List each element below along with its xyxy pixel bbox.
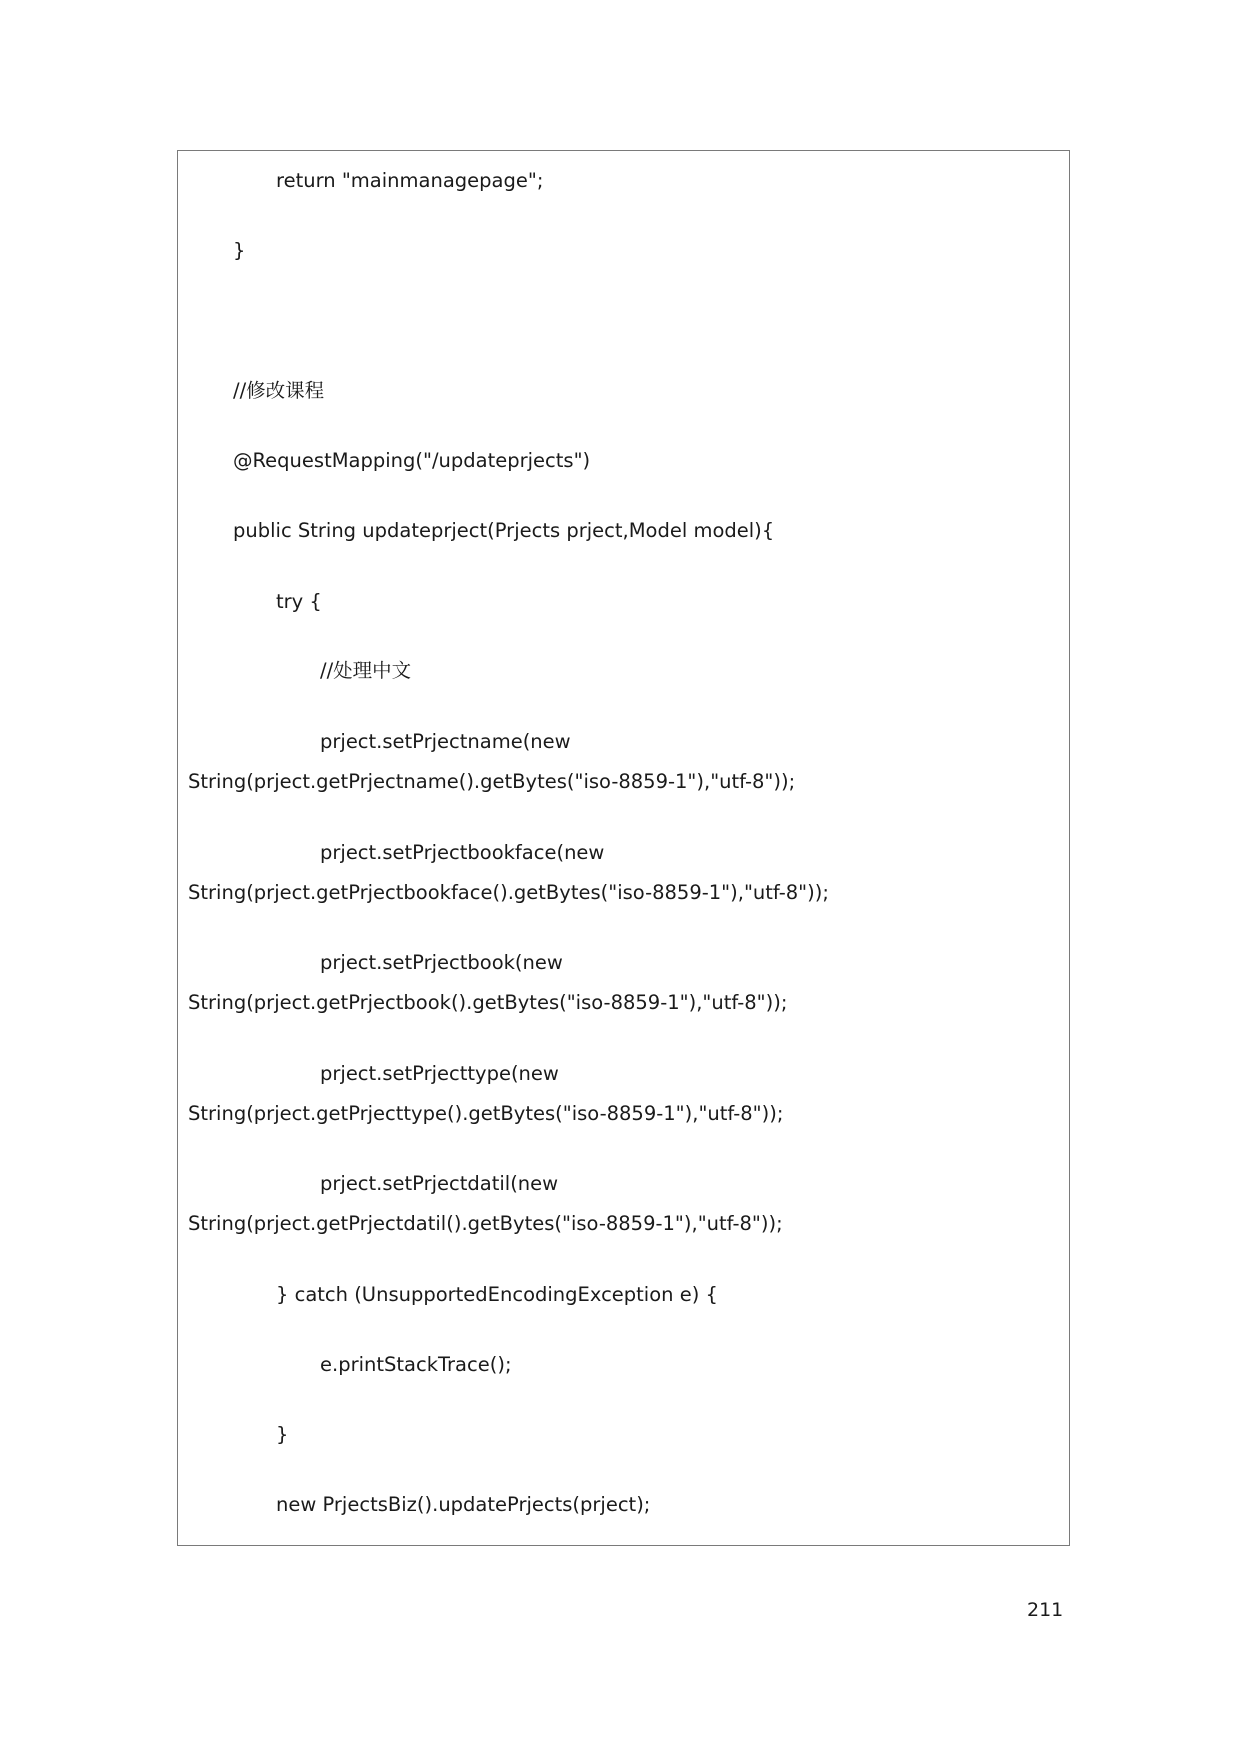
code-line: String(prject.getPrjectname().getBytes("iso-8859-1"),"utf-8"));: [188, 770, 796, 793]
code-line: new PrjectsBiz().updatePrjects(prject);: [276, 1493, 651, 1516]
code-line: } catch (UnsupportedEncodingException e) {: [276, 1283, 718, 1306]
code-line: return "mainmanagepage";: [276, 169, 544, 192]
code-line: }: [276, 1423, 289, 1446]
code-line: prject.setPrjecttype(new: [320, 1062, 559, 1085]
code-comment: //处理中文: [320, 659, 412, 682]
code-line: String(prject.getPrjectdatil().getBytes("iso-8859-1"),"utf-8"));: [188, 1212, 783, 1235]
code-line: @RequestMapping("/updateprjects"): [233, 449, 591, 472]
code-line: String(prject.getPrjectbook().getBytes("iso-8859-1"),"utf-8"));: [188, 991, 788, 1014]
code-listing-box: [177, 150, 1070, 1546]
code-comment: //修改课程: [233, 379, 325, 402]
code-line: }: [233, 239, 246, 262]
code-line: prject.setPrjectbook(new: [320, 951, 563, 974]
code-line: e.printStackTrace();: [320, 1353, 512, 1376]
code-line: try {: [276, 590, 322, 613]
code-line: prject.setPrjectname(new: [320, 730, 571, 753]
code-line: String(prject.getPrjecttype().getBytes("iso-8859-1"),"utf-8"));: [188, 1102, 784, 1125]
page-number: 211: [1027, 1599, 1064, 1621]
code-line: prject.setPrjectbookface(new: [320, 841, 605, 864]
code-line: prject.setPrjectdatil(new: [320, 1172, 559, 1195]
code-line: public String updateprject(Prjects prject,Model model){: [233, 519, 775, 542]
code-line: String(prject.getPrjectbookface().getBytes("iso-8859-1"),"utf-8"));: [188, 881, 829, 904]
